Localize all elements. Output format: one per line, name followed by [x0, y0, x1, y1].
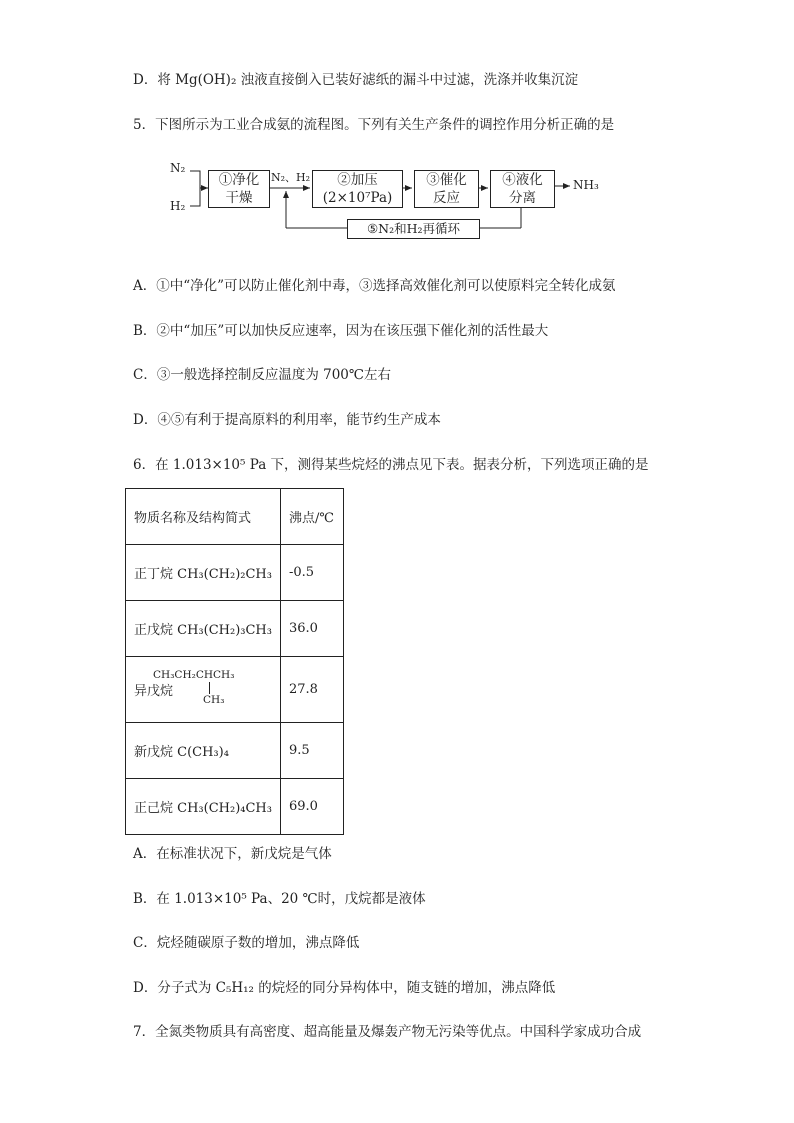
row-bp: 69.0	[281, 779, 344, 835]
q6-stem: 6．在 1.013×10⁵ Pa 下，测得某些烷烃的沸点见下表。据表分析，下列选项正确的是	[133, 457, 649, 473]
box3-line1: ③催化	[426, 172, 467, 188]
row-name: 异戊烷	[134, 684, 174, 699]
row-name: 正己烷 CH₃(CH₂)₄CH₃	[126, 779, 281, 835]
box2-line2: (2×10⁷Pa)	[322, 190, 393, 206]
row-bp: 9.5	[281, 723, 344, 779]
row-name-isopentane	[126, 657, 281, 723]
box3-line2: 反应	[433, 190, 460, 206]
q5-option-b: B．②中“加压”可以加快反应速率，因为在该压强下催化剂的活性最大	[133, 323, 549, 339]
box-catalytic-reaction	[414, 170, 479, 208]
q6-option-a: A．在标准状况下，新戊烷是气体	[133, 846, 332, 862]
box-pressurize	[312, 170, 403, 208]
box1-line1: ①净化	[218, 172, 260, 188]
table-row	[126, 779, 344, 835]
box-purify-dry	[208, 170, 270, 208]
table-header-name: 物质名称及结构简式	[126, 489, 281, 545]
output-nh3: NH₃	[573, 178, 599, 192]
input-n2: N₂	[170, 161, 186, 175]
q5-option-c: C．③一般选择控制反应温度为 700℃左右	[133, 367, 391, 383]
table-header-bp: 沸点/℃	[281, 489, 344, 545]
ammonia-flow-chart	[160, 158, 640, 243]
row-name: 新戊烷 C(CH₃)₄	[126, 723, 281, 779]
table-row	[126, 545, 344, 601]
table-row	[126, 723, 344, 779]
struct-branch: CH₃	[203, 693, 225, 706]
box2-line1: ②加压	[337, 172, 378, 188]
struct-bond	[209, 682, 210, 694]
row-name: 正丁烷 CH₃(CH₂)₂CH₃	[126, 545, 281, 601]
mid-label: N₂、H₂	[271, 171, 311, 184]
q7-stem: 7．全氮类物质具有高密度、超高能量及爆轰产物无污染等优点。中国科学家成功合成	[133, 1024, 642, 1040]
q6-option-c: C．烷烃随碳原子数的增加，沸点降低	[133, 935, 360, 951]
q5-option-d: D．④⑤有利于提高原料的利用率，能节约生产成本	[133, 412, 441, 428]
q6-option-d: D．分子式为 C₅H₁₂ 的烷烃的同分异构体中，随支链的增加，沸点降低	[133, 980, 556, 996]
boiling-point-table	[125, 488, 344, 835]
isopentane-structure	[153, 669, 257, 707]
q6-option-b: B．在 1.013×10⁵ Pa、20 ℃时，戊烷都是液体	[133, 891, 426, 907]
box-recycle: ⑤N₂和H₂再循环	[347, 219, 480, 239]
q5-option-a: A．①中“净化”可以防止催化剂中毒，③选择高效催化剂可以使原料完全转化成氨	[133, 278, 616, 294]
box1-line2: 干燥	[225, 190, 253, 206]
q4-option-d: D．将 Mg(OH)₂ 浊液直接倒入已装好滤纸的漏斗中过滤，洗涤并收集沉淀	[133, 72, 579, 88]
table-row	[126, 657, 344, 723]
input-h2: H₂	[170, 199, 186, 213]
q5-stem: 5．下图所示为工业合成氨的流程图。下列有关生产条件的调控作用分析正确的是	[133, 117, 615, 133]
struct-main-chain: CH₃CH₂CHCH₃	[153, 668, 235, 681]
table-header-row	[126, 489, 344, 545]
row-bp: -0.5	[281, 545, 344, 601]
row-bp: 36.0	[281, 601, 344, 657]
box-liquefy-separate	[490, 170, 555, 208]
table-row	[126, 601, 344, 657]
row-bp: 27.8	[281, 657, 344, 723]
input-bracket	[190, 171, 200, 206]
box4-line2: 分离	[509, 190, 536, 206]
box4-line1: ④液化	[502, 172, 543, 188]
row-name: 正戊烷 CH₃(CH₂)₃CH₃	[126, 601, 281, 657]
